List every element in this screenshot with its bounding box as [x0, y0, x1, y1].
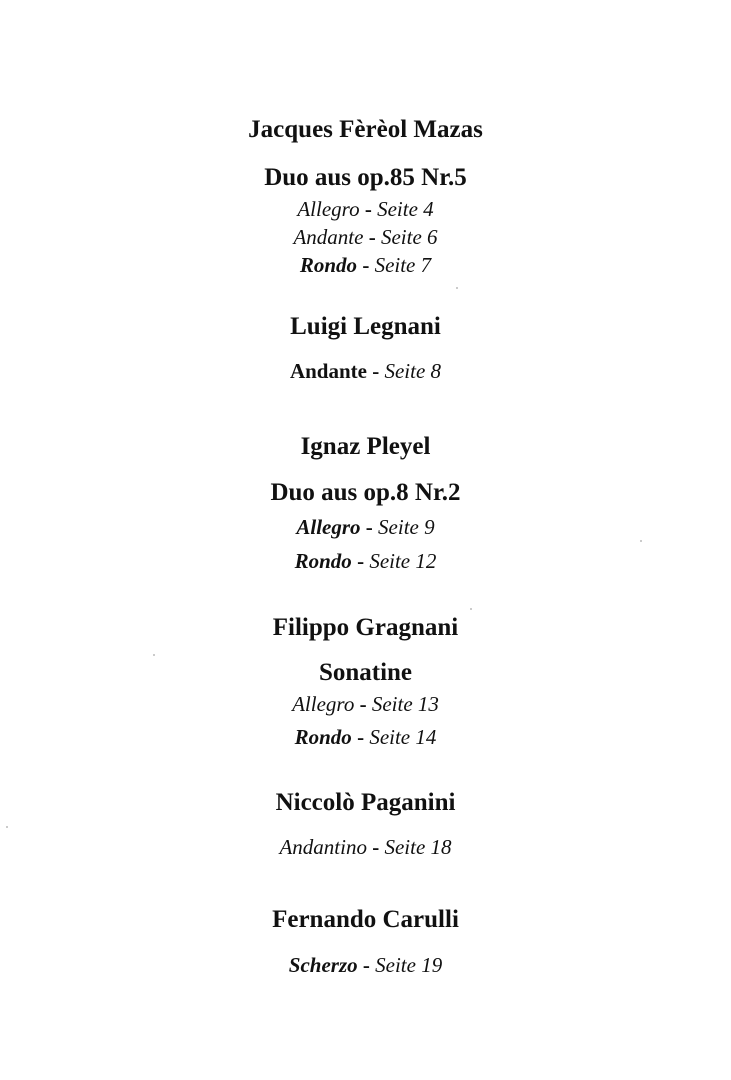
composer-heading: Luigi Legnani: [290, 313, 441, 340]
movement-entry: [0, 953, 731, 978]
movement-name: Rondo: [294, 549, 352, 573]
page-reference: Seite 13: [371, 692, 439, 716]
movement-entry: [0, 549, 731, 574]
movement-entry: [0, 515, 731, 540]
composer-heading: Jacques Fèrèol Mazas: [248, 116, 483, 143]
movement-entry: [0, 725, 731, 750]
composer-heading: Niccolò Paganini: [275, 789, 456, 816]
page-reference: Seite 18: [384, 835, 452, 859]
work-title: Duo aus op.85 Nr.5: [264, 164, 467, 191]
work-title: Sonatine: [318, 659, 413, 686]
movement-name: Andantino: [279, 835, 367, 859]
page-reference: Seite 9: [378, 515, 435, 539]
scan-speck: [470, 608, 472, 610]
page-reference: Seite 7: [374, 253, 432, 277]
separator: -: [359, 692, 367, 716]
separator: -: [368, 225, 376, 249]
movement-entry: [0, 692, 731, 717]
movement-name: Andante: [289, 359, 367, 383]
separator: -: [357, 725, 365, 749]
scan-speck: [456, 287, 458, 289]
page-reference: Seite 19: [375, 953, 443, 977]
page-reference: Seite 6: [380, 225, 438, 249]
composer-heading: Filippo Gragnani: [272, 614, 459, 641]
movement-name: Allegro: [297, 197, 360, 221]
work-title: Duo aus op.8 Nr.2: [270, 479, 461, 506]
separator: -: [372, 835, 380, 859]
movement-entry: [0, 359, 731, 384]
movement-name: Scherzo: [288, 953, 358, 977]
page-reference: Seite 14: [369, 725, 437, 749]
separator: -: [362, 253, 370, 277]
movement-name: Allegro: [296, 515, 361, 539]
scan-speck: [153, 654, 155, 656]
movement-entry: [0, 253, 731, 278]
page-reference: Seite 12: [369, 549, 437, 573]
separator: -: [365, 515, 373, 539]
page-reference: Seite 4: [377, 197, 434, 221]
movement-name: Rondo: [299, 253, 358, 277]
separator: -: [364, 197, 372, 221]
movement-entry: [0, 225, 731, 250]
separator: -: [362, 953, 370, 977]
movement-entry: [0, 197, 731, 222]
movement-name: Allegro: [292, 692, 355, 716]
scan-speck: [6, 826, 8, 828]
page-reference: Seite 8: [384, 359, 442, 383]
separator: -: [357, 549, 365, 573]
composer-heading: Ignaz Pleyel: [300, 433, 431, 460]
movement-name: Rondo: [294, 725, 352, 749]
movement-name: Andante: [293, 225, 364, 249]
composer-heading: Fernando Carulli: [272, 906, 459, 933]
scan-speck: [640, 540, 642, 542]
separator: -: [372, 359, 380, 383]
movement-entry: [0, 835, 731, 860]
